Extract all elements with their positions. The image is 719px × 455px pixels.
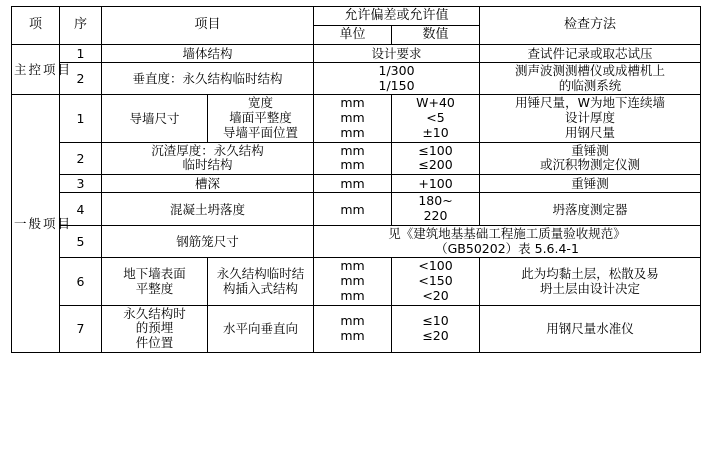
category-label-main: 主控项目 (14, 61, 73, 77)
unit-line: mm (340, 287, 365, 303)
unit-line: mm (340, 157, 365, 173)
item-line: 的预埋 (135, 320, 174, 336)
value-cell (392, 258, 480, 305)
header-value: 数值 (392, 25, 480, 44)
method-cell (480, 95, 701, 142)
item-cell: 墙体结构 (102, 44, 314, 62)
header-item: 项目 (102, 7, 314, 45)
value-line: ≤20 (422, 327, 449, 343)
method-line: 的临测系统 (558, 77, 622, 93)
table-row (12, 95, 701, 142)
item-cell (102, 258, 208, 305)
item-cell: 槽深 (102, 175, 314, 193)
category-cell-general (12, 95, 73, 353)
item-sub-line: 构插入式结构 (223, 280, 299, 296)
header-unit: 单位 (314, 25, 392, 44)
method-cell: 用钢尺量水准仪 (480, 305, 701, 352)
value-line: ≤200 (418, 157, 453, 173)
order-cell: 2 (60, 62, 102, 95)
unit-cell (314, 142, 392, 175)
header-category: 项 (12, 7, 60, 45)
item-cell (102, 142, 314, 175)
item-cell: 导墙尺寸 (102, 95, 208, 142)
tolerance-line: 见《建筑地基基础工程施工质量验收规范》 (388, 225, 626, 241)
value-cell (392, 193, 480, 226)
value-line: ±10 (422, 124, 449, 140)
method-line: 设计厚度 (565, 110, 616, 126)
method-cell (480, 258, 701, 305)
value-line: <5 (426, 110, 445, 126)
order-cell: 2 (60, 142, 102, 175)
tolerance-line: 1/300 (378, 62, 415, 78)
method-cell (480, 62, 701, 95)
method-cell: 坍落度测定器 (480, 193, 701, 226)
value-cell (392, 142, 480, 175)
method-cell (480, 142, 701, 175)
method-line: 用钢尺量 (565, 124, 616, 140)
inspection-spec-table (11, 6, 701, 353)
unit-line: mm (340, 110, 365, 126)
table-row (12, 62, 701, 95)
unit-line: mm (340, 95, 365, 111)
table-row (12, 225, 701, 258)
value-line: ≤10 (422, 313, 449, 329)
item-line: 平整度 (135, 280, 174, 296)
value-line: <150 (418, 273, 453, 289)
order-cell: 1 (60, 44, 102, 62)
method-cell: 重锤测 (480, 175, 701, 193)
value-line: 180~ (418, 193, 453, 209)
item-cell: 混凝土坍落度 (102, 193, 314, 226)
item-line: 永久结构时 (123, 305, 186, 321)
unit-cell: mm (314, 193, 392, 226)
header-tolerance-group: 允许偏差或允许值 (314, 7, 480, 26)
item-cell (102, 305, 208, 352)
header-method: 检查方法 (480, 7, 701, 45)
method-line: 用锤尺量，W为地下连续墙 (515, 95, 665, 111)
value-line: W+40 (416, 95, 455, 111)
item-sub-cell (208, 95, 314, 142)
item-sub-line: 宽度 (248, 95, 274, 111)
category-cell-main (12, 44, 73, 95)
table-header-row-1 (12, 7, 701, 26)
method-line: 坍土层由设计决定 (540, 280, 641, 296)
item-sub-line: 导墙平面位置 (223, 124, 299, 140)
item-cell: 钢筋笼尺寸 (102, 225, 314, 258)
table-row (12, 193, 701, 226)
value-cell (392, 305, 480, 352)
order-cell: 1 (60, 95, 102, 142)
method-line: 此为均黏土层，松散及易 (521, 265, 659, 281)
order-cell: 6 (60, 258, 102, 305)
value-cell: +100 (392, 175, 480, 193)
value-cell (392, 95, 480, 142)
item-sub-line: 永久结构临时结 (216, 265, 305, 281)
unit-cell: mm (314, 175, 392, 193)
table-row (12, 258, 701, 305)
item-sub-line: 墙面平整度 (229, 110, 292, 126)
unit-line: mm (340, 142, 365, 158)
item-line: 件位置 (135, 335, 174, 351)
unit-cell (314, 305, 392, 352)
order-cell: 3 (60, 175, 102, 193)
item-line: 临时结构 (182, 157, 233, 173)
unit-line: mm (340, 258, 365, 274)
unit-cell (314, 95, 392, 142)
unit-line: mm (340, 313, 365, 329)
item-line: 地下墙表面 (123, 265, 186, 281)
item-cell: 垂直度：永久结构临时结构 (102, 62, 314, 95)
value-line: <20 (422, 287, 449, 303)
tolerance-cell (314, 62, 480, 95)
unit-line: mm (340, 273, 365, 289)
tolerance-line: 1/150 (378, 77, 415, 93)
item-sub-cell (208, 258, 314, 305)
value-line: <100 (418, 258, 453, 274)
method-line: 或沉积物测定仪测 (540, 157, 641, 173)
item-sub-cell: 水平向垂直向 (208, 305, 314, 352)
category-label-general: 一般项目 (14, 216, 73, 232)
method-cell: 查试件记录或取芯试压 (480, 44, 701, 62)
tolerance-cell (314, 225, 701, 258)
method-line: 测声波测测槽仪或成槽机上 (515, 62, 666, 78)
header-order: 序 (60, 7, 102, 45)
table-row (12, 175, 701, 193)
tolerance-cell: 设计要求 (314, 44, 480, 62)
order-cell: 4 (60, 193, 102, 226)
item-line: 沉渣厚度：永久结构 (151, 142, 264, 158)
tolerance-line: （GB50202）表 5.6.4-1 (435, 240, 579, 256)
method-line: 重锤测 (571, 142, 609, 158)
table-row (12, 44, 701, 62)
value-line: ≤100 (418, 142, 453, 158)
unit-line: mm (340, 327, 365, 343)
order-cell: 5 (60, 225, 102, 258)
table-row (12, 142, 701, 175)
unit-cell (314, 258, 392, 305)
table-row (12, 305, 701, 352)
unit-line: mm (340, 124, 365, 140)
value-line: 220 (423, 208, 448, 224)
order-cell: 7 (60, 305, 102, 352)
